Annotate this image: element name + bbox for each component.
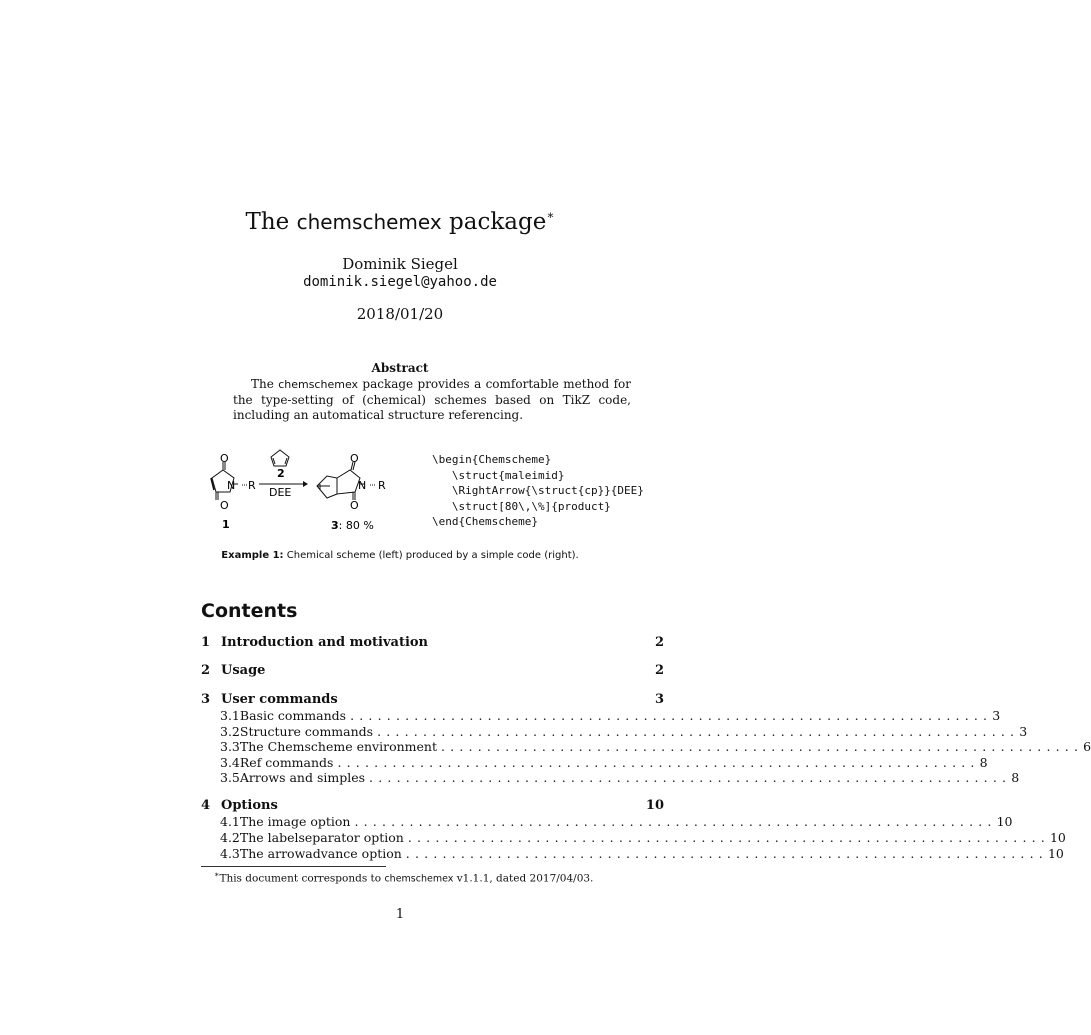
abstract-text-after: package provides a comfortable method for the type-setting of (chemical) schemes based on TikZ code, including an automatical structure referencing. [233, 377, 631, 422]
atom-n: N [227, 479, 236, 492]
toc-section-title[interactable]: Introduction and motivation [221, 635, 429, 650]
toc-subsection-title[interactable]: Structure commands [239, 723, 374, 739]
toc-subsection-title[interactable]: Ref commands [239, 754, 334, 770]
toc-section-title[interactable]: Usage [221, 663, 266, 678]
product-substituent-r: R [378, 479, 386, 492]
product-atom-o-top: O [350, 452, 359, 465]
footnote-text-before: This document corresponds to [219, 872, 382, 885]
toc-subsection-page[interactable]: 10 [996, 814, 1013, 829]
toc-section[interactable] [201, 635, 664, 650]
toc-subsection-number: 4.3 [220, 846, 240, 861]
toc-subsection[interactable] [220, 708, 1001, 723]
toc-section[interactable] [201, 663, 664, 678]
code-listing [432, 452, 644, 530]
toc-leader-dots: ...................................................................... [354, 814, 997, 829]
toc-subsection-number: 3.4 [220, 754, 240, 770]
toc-subsection-page[interactable]: 10 [1049, 830, 1066, 845]
toc-subsection-title[interactable]: The arrowadvance option [239, 846, 402, 861]
cyclopentadiene-structure [271, 450, 289, 466]
footnote-package-name: chemschemex [384, 873, 454, 885]
toc-subsection[interactable] [220, 830, 1066, 845]
toc-subsection[interactable] [220, 814, 1013, 829]
chemical-scheme [195, 448, 410, 538]
toc-subsection-number: 3.3 [220, 739, 240, 754]
title-footnote-mark[interactable]: ∗ [546, 208, 555, 222]
toc-subsection-number: 3.2 [220, 723, 240, 739]
toc-subsection-number: 3.5 [220, 770, 240, 785]
toc-leader-dots: ...................................................................... [350, 708, 993, 723]
toc-subsection-page[interactable]: 8 [979, 754, 988, 770]
toc-section-title[interactable]: Options [221, 798, 278, 813]
compound-label-1: 1 [222, 518, 230, 531]
toc-section[interactable] [201, 692, 664, 707]
author-email[interactable]: dominik.siegel@yahoo.de [303, 274, 497, 290]
toc-subsection-page[interactable]: 6 [1083, 739, 1091, 754]
atom-o-bottom: O [220, 499, 229, 512]
toc-subsection-title[interactable]: Basic commands [239, 708, 347, 723]
toc-section-number: 4 [201, 798, 211, 813]
caption-label: Example 1: [221, 550, 284, 561]
toc-subsection-number: 3.1 [220, 708, 240, 723]
toc-leader-dots: ...................................................................... [337, 754, 980, 770]
toc-subsection-title[interactable]: The Chemscheme environment [239, 739, 437, 754]
abstract-body [233, 377, 631, 424]
footnote-text-after: v1.1.1, dated 2017/04/03. [456, 872, 594, 885]
product-yield: : 80 % [338, 519, 374, 532]
atom-o-top: O [220, 452, 229, 465]
toc-subsection-page[interactable]: 8 [1011, 770, 1020, 785]
toc-leader-dots: ...................................................................... [377, 723, 1020, 739]
contents-heading: Contents [201, 600, 298, 622]
toc-section-page[interactable]: 2 [654, 635, 664, 650]
footnote [214, 870, 593, 885]
author-name: Dominik Siegel [342, 255, 458, 273]
toc-subsection-page[interactable]: 3 [1019, 723, 1028, 739]
toc-subsection[interactable] [220, 739, 1091, 754]
reaction-condition: DEE [269, 486, 292, 499]
toc-section-number: 1 [201, 635, 211, 650]
toc-section-number: 3 [201, 692, 211, 707]
toc-subsection-page[interactable]: 10 [1047, 846, 1064, 861]
toc-leader-dots: ...................................................................... [407, 830, 1050, 845]
toc-subsection-title[interactable]: The image option [239, 814, 351, 829]
product-number: 3 [331, 519, 339, 532]
toc-subsection-number: 4.1 [220, 814, 240, 829]
abstract-package-name: chemschemex [278, 378, 359, 391]
toc-subsection[interactable] [220, 770, 1020, 785]
title-prefix: The [245, 209, 290, 235]
document-title [0, 208, 800, 235]
footnote-mark: ∗ [214, 870, 220, 879]
product-atom-o-bottom: O [350, 499, 359, 512]
toc-section[interactable] [201, 798, 664, 813]
footnote-rule [201, 866, 386, 867]
page-number: 1 [395, 907, 405, 922]
toc-subsection-title[interactable]: The labelseparator option [239, 830, 404, 845]
toc-subsection[interactable] [220, 723, 1028, 739]
document-date: 2018/01/20 [356, 305, 444, 323]
code-line: \begin{Chemscheme} [432, 453, 552, 466]
toc-subsection-number: 4.2 [220, 830, 240, 845]
substituent-r: R [248, 479, 256, 492]
title-package-name: chemschemex [296, 210, 442, 234]
code-line: \RightArrow{\struct{cp}}{DEE} [432, 484, 644, 498]
toc-section-page[interactable]: 2 [654, 663, 664, 678]
toc-leader-dots: ...................................................................... [441, 739, 1084, 754]
toc-section-number: 2 [201, 663, 211, 678]
toc-subsection[interactable] [220, 846, 1064, 861]
toc-subsection-page[interactable]: 3 [992, 708, 1001, 723]
toc-section-page[interactable]: 10 [645, 798, 664, 813]
toc-section-title[interactable]: User commands [221, 692, 338, 707]
code-line: \struct[80\,\%]{product} [432, 499, 611, 513]
toc-leader-dots: ...................................................................... [405, 846, 1048, 861]
product-label [331, 519, 374, 532]
toc-leader-dots: ...................................................................... [369, 770, 1012, 785]
toc-subsection-title[interactable]: Arrows and simples [239, 770, 366, 785]
abstract-text-before: The [251, 377, 274, 391]
reagent-number: 2 [277, 467, 285, 480]
product-atom-n: N [358, 479, 367, 492]
example-caption [0, 550, 800, 561]
toc-section-page[interactable]: 3 [654, 692, 664, 707]
abstract-heading: Abstract [371, 361, 429, 375]
title-suffix: package [449, 209, 547, 235]
code-line: \struct{maleimid} [432, 468, 565, 482]
code-line: \end{Chemscheme} [432, 515, 538, 529]
caption-text: Chemical scheme (left) produced by a simple code (right). [286, 550, 579, 561]
toc-subsection[interactable] [220, 754, 988, 770]
product-structure [317, 462, 375, 500]
